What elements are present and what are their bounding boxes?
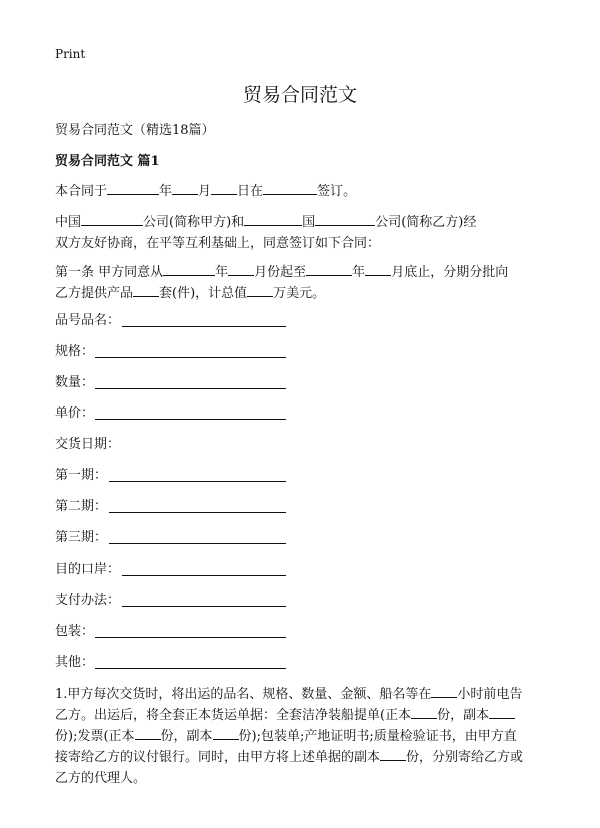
contract-date-paragraph [55,181,555,202]
text: 份，分别寄给乙方或 [406,750,524,765]
field-phase2-label: 第二期： [55,499,108,514]
text: 公司(简称甲方)和 [143,215,245,230]
text: 份，副本 [160,729,213,744]
field-product-name-line [122,326,286,327]
blank-line [315,213,375,226]
blank-line [365,263,391,276]
text: 年 [352,265,366,280]
blank-line [213,727,239,740]
text: 年 [159,184,173,199]
blank-line [135,727,161,740]
field-destination-label: 目的口岸： [55,562,121,577]
field-phase2-line [109,512,286,513]
blank-line [244,213,302,226]
text: 套(件)，计总值 [159,286,248,301]
blank-line [431,685,457,698]
text: 1.甲方每次交货时，将出运的品名、规格、数量、金额、船名等在 [55,687,432,702]
text: 月 [198,184,212,199]
text: 接寄给乙方的议付银行。同时，由甲方将上述单据的副本 [55,750,381,765]
blank-line [380,748,406,761]
blank-line [263,182,317,195]
field-delivery-date-label: 交货日期： [55,437,121,452]
blank-line [81,213,143,226]
field-spec-line [95,357,286,358]
field-payment-line [122,606,286,607]
field-product-name-label: 品号品名： [55,313,121,328]
text: 月份起至 [254,265,307,280]
blank-line [306,263,352,276]
text: 第一条 甲方同意从 [55,265,164,280]
text: 乙方的代理人。 [55,771,147,786]
field-packing-line [95,637,286,638]
article-one-paragraph [55,262,555,304]
field-quantity-label: 数量： [55,375,95,390]
text: 月底止，分期分批向 [391,265,509,280]
blank-line [247,284,273,297]
text: 份);包装单;产地证明书;质量检验证书，由甲方直 [238,729,517,744]
field-phase3-label: 第三期： [55,530,108,545]
document-subtitle: 贸易合同范文（精选18篇） [55,123,215,138]
text: 份);发票(正本 [55,729,135,744]
blank-line [172,182,198,195]
document-title: 贸易合同范文 [242,84,357,106]
field-unit-price-line [95,419,286,420]
text: 乙方。出运后，将全套正本货运单据：全套洁净装船提单(正本 [55,708,412,723]
text: 双方友好协商，在平等互利基础上，同意签订如下合同： [55,236,381,251]
blank-line [107,182,159,195]
section-heading: 贸易合同范文 篇1 [55,154,160,169]
text: 乙方提供产品 [55,286,134,301]
blank-line [133,284,159,297]
field-spec-label: 规格： [55,344,95,359]
blank-line [411,706,437,719]
field-destination-line [122,575,286,576]
blank-line [489,706,515,719]
field-phase3-line [109,543,286,544]
text: 小时前电告 [457,687,523,702]
field-other-label: 其他： [55,655,95,670]
field-packing-label: 包装： [55,624,95,639]
text: 签订。 [317,184,357,199]
field-phase1-line [109,481,286,482]
blank-line [211,182,237,195]
blank-line [163,263,215,276]
print-link[interactable]: Print [55,47,86,61]
field-unit-price-label: 单价： [55,406,95,421]
field-phase1-label: 第一期： [55,468,108,483]
text: 万美元。 [273,286,326,301]
field-other-line [95,668,286,669]
text: 公司(简称乙方)经 [375,215,477,230]
text: 国 [302,215,316,230]
field-quantity-line [95,388,286,389]
delivery-terms-paragraph [55,684,555,789]
text: 日在 [237,184,264,199]
parties-paragraph [55,212,555,254]
text: 中国 [55,215,82,230]
text: 本合同于 [55,184,108,199]
text: 年 [215,265,229,280]
blank-line [228,263,254,276]
text: 份，副本 [437,708,490,723]
field-payment-label: 支付办法： [55,593,121,608]
